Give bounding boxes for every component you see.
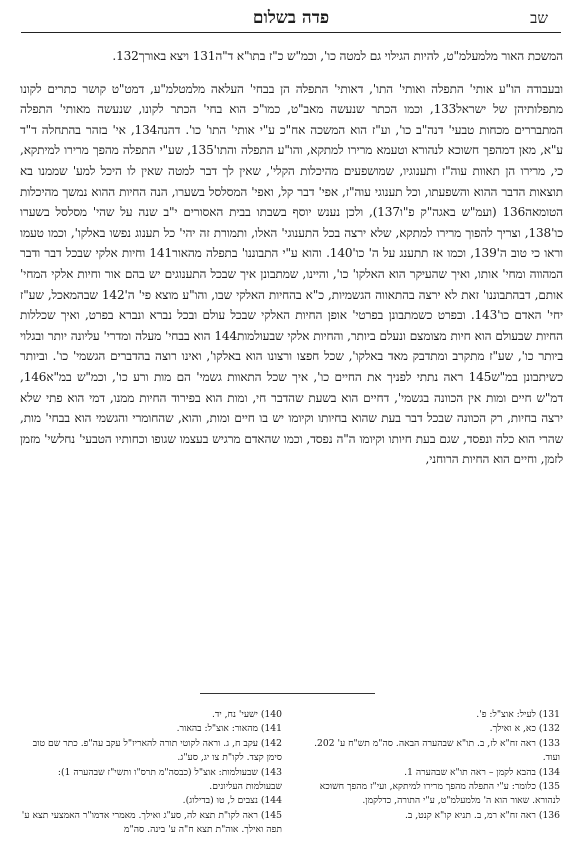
footnote: 134) בהבא לקמן – ראה תו"א שבהערה 1.	[404, 766, 560, 778]
paragraph-2: ובעבודה הו"ע אותי' התפלה ואותי' התו', דאותי' התפלה הן בבחי' העלאה מלמטלמ"ע, דמט"ט קושר כתרים לקונו מתפלותיהן של ישראל133, וכמו הכתר שנעשה מאב"ט, כמו"כ הוא בחי' הכתר לקונו, שנעשה מאותי' התפלה המתבררים מכחות טבעי' דנה"ב כו', וע"ז הוא המשכה אח"כ ע"י אותי' התו' כו'. דהנה134, אי' בזהר בהתחלה ד"ד ע"א, מאן דמהפך חשוכא לנהורא וטעמא מרירו למתקא, והו"ע התפלה והתו'135, שע"י התפלה מהפך מרירו למיתקא, כי, מרירו הן תאוות עוה"ז ותענוגיו, שמושפעים מהיכלות הקלי', שאין לך דבר למטה שאין לו היכל למע' שממנו בא תוצאות הדבר ההוא והשפעתו, וכל תענוגי עוה"ז, אפי' דבר קל, ואפי' המסלסל בשערו, הנה החיות ההוא נמשך מהיכלות הטומאה136 (ועמ"ש באגה"ק פ"ו137), ולכן נענש יוסף בשבתו בבית האסורים י"ב שנה על שהי' מסלסל בשערו כו'138, וצריך להפוך מרירו למתקא, שלא ירצה בכל התענוגי' האלו, ותמורת זה יהי' כל תענוג נפשו באלקו', וכמו טעמו וראו כי טוב ה'139, וכמו אז תתענג על ה' כו'140. והוא ע"י התבוננו' בתפלה מהאור141 וחיות אלקי שבכל דבר ודבר המהווה ומחי' אותו, ואיך שהעיקר הוא האלקו' כו', והיינו, שמתבונן איך שבכל התענוגים יש בהם אור וחיות אלקי המחי' אותם, דבהתבוננו' זאת לא ירצה בהתאווה הגשמיות, כ"א בהחיות האלקי שבו, והו"ע מוצא פי' ה'142 שבהמאכל, שע"ז יחי' האדם כו'143. ובפרט כשמתבונן בפרטי' אופן החיות האלקי שבכל עולם ובכל נברא ונברא בפרט, ואיך שכללות החיות שבעולם הוא חיות מצומצם ונעלם ביותר, והחיות אלקי שבעולמות144 הוא בבחי' מעלה ומדרי' עליונה יותר ובגלוי ביותר כו', שע"ז מתקרב ומתדבק מאד באלקו', שכל חפצו ורצונו הוא באלקו', ואינו רוצה בהדברים הגשמי' כו'. וביותר כשיתבונן במ"ש145 ראה נתתי לפניך את החיים כו', איך שכל התאוות גשמי' הם מות ורע כו', וכמ"ש במ"א146, דמ"ש חיים ומות אין הכוונה בגשמי', דחיים הוא בשעת שהדבר חי, ומות הוא בפירוד החיות ממנו, דמי הוא פתי שלא ירצה בחיות, רק הכוונה שבכל דבר בעת שהוא בחיותו וקיומו יש בו חיים ומות, והוא, שהחומרי והגשמי הוא בבחי' מות, שהרי הוא כלה ונפסד, שגם בעת חיותו וקיומו ה"ה נפסד, וכמו שהאדם מרגיש בעצמו שגופו וכחותיו הטבעי' נחלשי' מזמן לזמן, וחיים הוא החיות הרוחני,	[20, 81, 564, 467]
running-title: פדה בשלום	[252, 8, 330, 28]
footnote: 135) כלומר: ע"י התפלה מהפך מרירו למיתקא, ועי"ז מהפך חשוכא לנהורא. שאור הוא ה' מלמעלמ"ט, ע"י התורה, כדלקמן.	[319, 781, 560, 807]
paragraph-1: המשכת האור מלמעלמ"ט, להיות הגילוי גם למטה כו', וכמ"ש כ"ז בתו"א ד"ה131 ויצא באורך132.	[112, 49, 563, 63]
footnote: 133) ראה זח"א לז, ב. תו"א שבהערה הבאה. סה"מ תש"ח ע' 202. ועוד.	[314, 737, 560, 764]
footnote: 140) ישעי' נח, יד.	[211, 709, 282, 720]
footnote: 142) עקב ח, ג. וראה לקוטי תורה להאריז"ל עקב עה"פ. כתר שם טוב סימן קצד. לקו"ת צו יג, סע"ג.	[32, 737, 282, 764]
footnote: 136) ראה זח"א רמ, ב. תניא קו"א קנט, ב.	[404, 809, 560, 821]
footnotes-right-column	[298, 708, 560, 823]
footnote: 132) כא, א ואילך.	[489, 723, 560, 735]
footnotes	[20, 708, 560, 854]
footnotes-left-column	[20, 708, 282, 838]
footnote-divider	[200, 693, 375, 694]
page-header	[0, 8, 582, 32]
footnote: 144) נצבים ל, טו (בדילוג).	[182, 795, 282, 807]
header-divider	[21, 32, 561, 33]
footnote: 131) לעיל: אוצ"ל: פ'.	[476, 709, 560, 720]
footnote: 145) ראה לקו"ת תצא לה, סע"ג ואילך. מאמרי אדמו"ר האמצעי תצא ע' תפה ואילך. אוה"ת תצא ח"ה ע' בינה. סה"מ	[21, 809, 282, 836]
footnote: 141) מהאור: אוצ"ל: בהאור.	[176, 723, 282, 735]
footnote: 143) שבעולמות: אוצ"ל (כבסה"מ תרס"ו ותשי"ז שבהערה 1): שבעולמות העליונים.	[57, 766, 282, 793]
main-text	[20, 46, 563, 470]
page-number: שב	[530, 9, 548, 27]
